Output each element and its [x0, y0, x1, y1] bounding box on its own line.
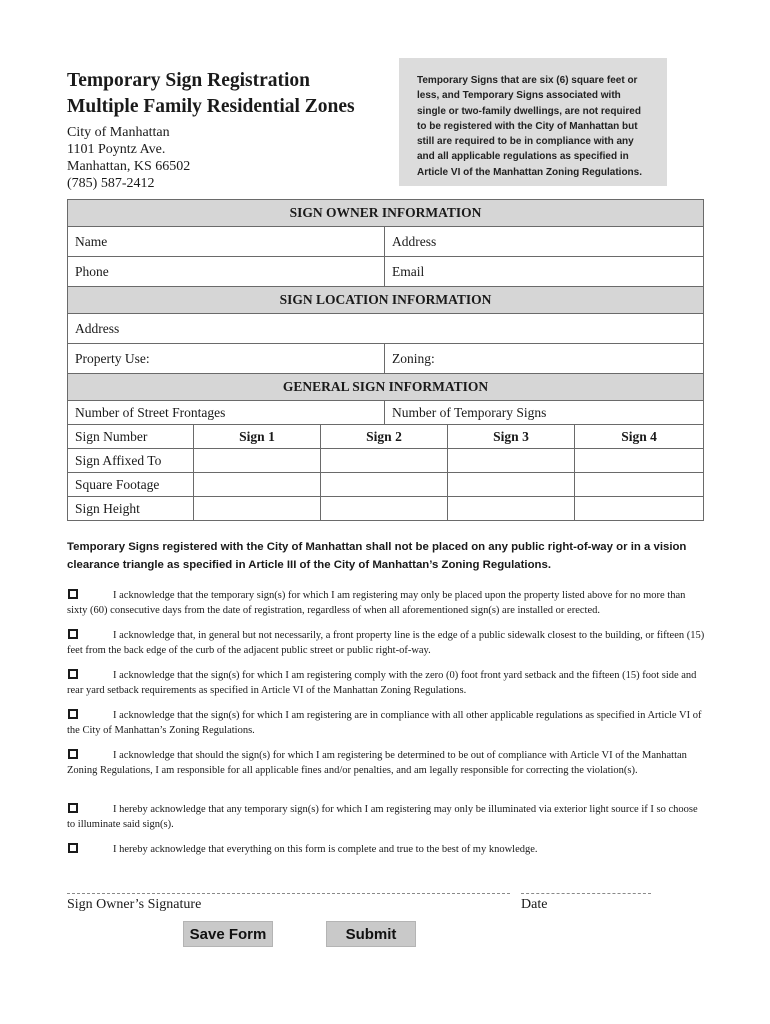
acknowledgement-text-7: I hereby acknowledge that everything on this form is complete and true to the best of my knowledge.	[113, 844, 538, 855]
sign-3-footage-input[interactable]	[448, 473, 575, 497]
acknowledgement-4	[67, 708, 707, 738]
acknowledgement-text-6: I hereby acknowledge that any temporary sign(s) for which I am registering may only be illuminated via exterior light source if I so choose to illuminate said sign(s).	[67, 804, 698, 830]
address-state-zip: Manhattan, KS 66502	[67, 159, 191, 174]
owner-address-field[interactable]: Address	[385, 227, 704, 257]
acknowledgement-5	[67, 748, 707, 778]
zoning-field[interactable]: Zoning:	[385, 344, 704, 374]
sign-2-header: Sign 2	[321, 425, 448, 449]
date-label: Date	[521, 897, 548, 912]
address-phone: (785) 587-2412	[67, 176, 155, 191]
sign-4-header: Sign 4	[575, 425, 704, 449]
signature-label: Sign Owner’s Signature	[67, 897, 202, 912]
acknowledgement-text-1: I acknowledge that the temporary sign(s) for which I am registering may only be placed upon the property listed above for no more than sixty (60) consecutive days from the date of registration, regardless of when all aforementioned sign(s) are installed or erected.	[67, 590, 686, 616]
form-header	[67, 68, 397, 192]
acknowledgement-checkbox-3[interactable]	[68, 669, 78, 679]
form-title-line-1: Temporary Sign Registration	[67, 70, 311, 91]
acknowledgement-3	[67, 668, 707, 698]
section-owner-header: SIGN OWNER INFORMATION	[68, 200, 704, 227]
exemption-notice: Temporary Signs that are six (6) square feet or less, and Temporary Signs associated with single or two-family dwellings, are not required to be registered with the City of Manhattan but still are required to be in compliance with any and all applicable regulations as specified in Article VI of the Manhattan Zoning Regulations.	[399, 58, 667, 186]
acknowledgement-6	[67, 802, 707, 832]
acknowledgement-checkbox-4[interactable]	[68, 709, 78, 719]
acknowledgement-checkbox-2[interactable]	[68, 629, 78, 639]
property-use-field[interactable]: Property Use:	[68, 344, 385, 374]
acknowledgement-text-2: I acknowledge that, in general but not necessarily, a front property line is the edge of a public sidewalk closest to the building, or fifteen (15) feet from the back edge of the curb of the adjacent public street or public right-of-way.	[67, 630, 705, 656]
date-line[interactable]	[521, 893, 651, 894]
acknowledgement-checkbox-6[interactable]	[68, 803, 78, 813]
sign-4-affixed-input[interactable]	[575, 449, 704, 473]
submit-button[interactable]: Submit	[326, 921, 416, 947]
acknowledgement-7	[67, 842, 707, 857]
street-frontages-field[interactable]: Number of Street Frontages	[68, 401, 385, 425]
form-title-line-2: Multiple Family Residential Zones	[67, 96, 355, 117]
sign-1-affixed-input[interactable]	[194, 449, 321, 473]
sign-number-label: Sign Number	[68, 425, 194, 449]
address-street: 1101 Poyntz Ave.	[67, 142, 166, 157]
acknowledgement-checkbox-7[interactable]	[68, 843, 78, 853]
sign-2-footage-input[interactable]	[321, 473, 448, 497]
sign-2-height-input[interactable]	[321, 497, 448, 521]
sign-2-affixed-input[interactable]	[321, 449, 448, 473]
sign-1-header: Sign 1	[194, 425, 321, 449]
section-general-header: GENERAL SIGN INFORMATION	[68, 374, 704, 401]
owner-phone-field[interactable]: Phone	[68, 257, 385, 287]
owner-name-field[interactable]: Name	[68, 227, 385, 257]
right-of-way-warning: Temporary Signs registered with the City of Manhattan shall not be placed on any public right-of-way or in a vision clearance triangle as specified in Article III of the City of Manhattan’s Zoning Regulations.	[67, 541, 687, 571]
temporary-signs-count-field[interactable]: Number of Temporary Signs	[385, 401, 704, 425]
acknowledgement-text-4: I acknowledge that the sign(s) for which I am registering are in compliance with all other applicable regulations as specified in Article VI of the City of Manhattan’s Zoning Regulations.	[67, 710, 702, 736]
sign-4-height-input[interactable]	[575, 497, 704, 521]
sign-4-footage-input[interactable]	[575, 473, 704, 497]
save-form-button[interactable]: Save Form	[183, 921, 273, 947]
sign-affixed-label: Sign Affixed To	[68, 449, 194, 473]
square-footage-label: Square Footage	[68, 473, 194, 497]
acknowledgement-text-5: I acknowledge that should the sign(s) for which I am registering be determined to be out of compliance with Article VI of the Manhattan Zoning Regulations, I am responsible for all applicable fines and/or penalties, and am legally responsible for correcting the violation(s).	[67, 750, 687, 776]
acknowledgement-2	[67, 628, 707, 658]
section-location-header: SIGN LOCATION INFORMATION	[68, 287, 704, 314]
acknowledgement-1	[67, 588, 707, 618]
acknowledgement-checkbox-1[interactable]	[68, 589, 78, 599]
sign-1-height-input[interactable]	[194, 497, 321, 521]
sign-height-label: Sign Height	[68, 497, 194, 521]
acknowledgement-text-3: I acknowledge that the sign(s) for which I am registering comply with the zero (0) foot front yard setback and the fifteen (15) foot side and rear yard setback requirements as specified in Article VI of the Manhattan Zoning Regulations.	[67, 670, 697, 696]
acknowledgement-checkbox-5[interactable]	[68, 749, 78, 759]
sign-3-affixed-input[interactable]	[448, 449, 575, 473]
registration-table	[67, 199, 704, 521]
owner-email-field[interactable]: Email	[385, 257, 704, 287]
signature-line[interactable]	[67, 893, 510, 894]
address-city: City of Manhattan	[67, 125, 170, 140]
sign-3-height-input[interactable]	[448, 497, 575, 521]
sign-1-footage-input[interactable]	[194, 473, 321, 497]
sign-3-header: Sign 3	[448, 425, 575, 449]
location-address-field[interactable]: Address	[68, 314, 704, 344]
